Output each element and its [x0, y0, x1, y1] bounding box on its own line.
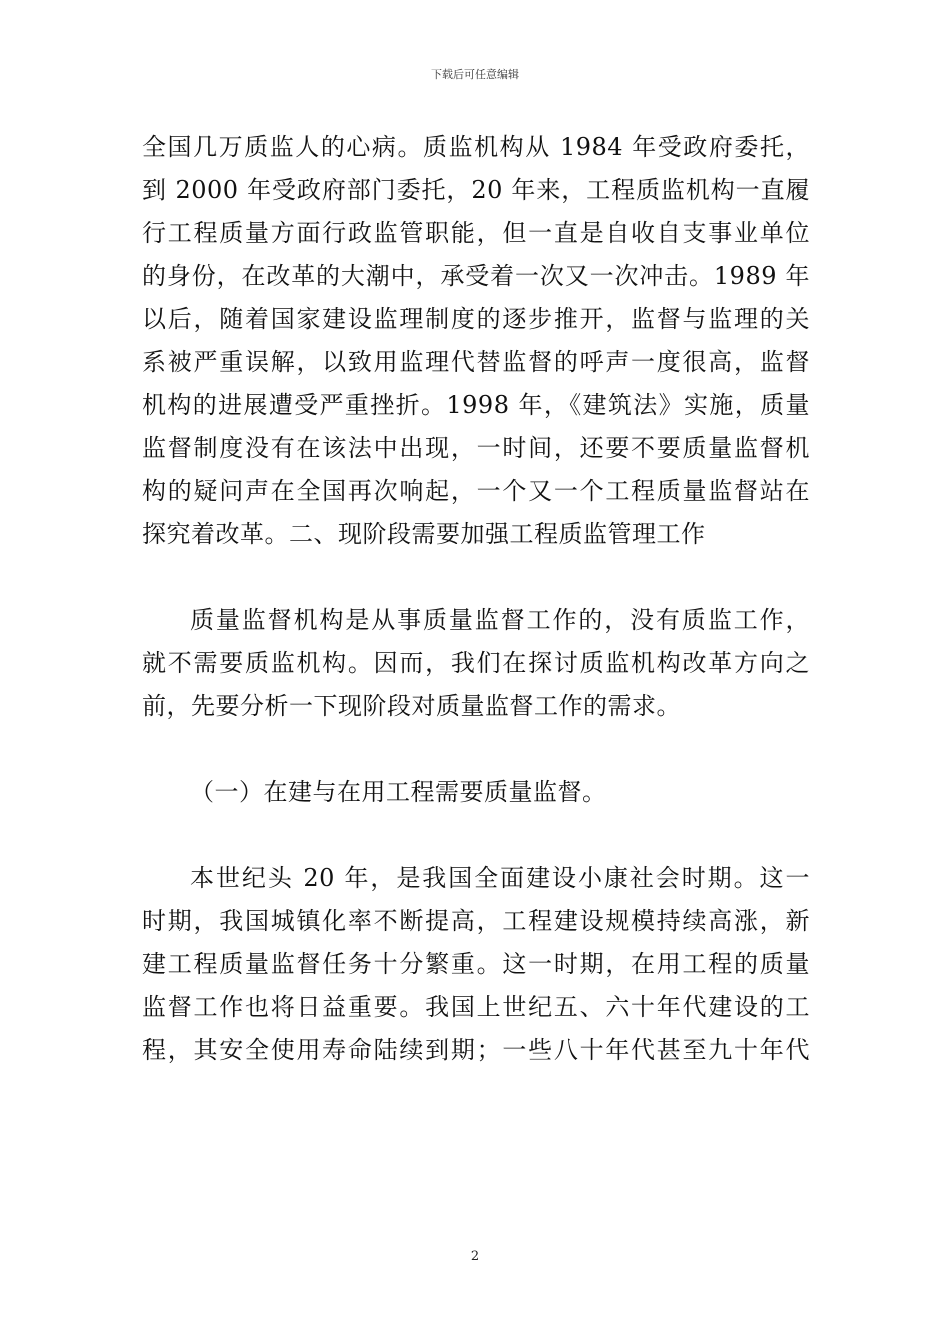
document-body: [142, 126, 810, 1072]
text-line: 程，其安全使用寿命陆续到期；一些八十年代甚至九十年代: [142, 1036, 810, 1064]
text-line: 构的疑问声在全国再次响起，一个又一个工程质量监督站在: [142, 477, 810, 505]
text-line: 以后，随着国家建设监理制度的逐步推开，监督与监理的关: [142, 305, 810, 333]
paragraph-spacer: [142, 556, 810, 599]
text-line: 机构的进展遭受严重挫折。1998 年，《建筑法》实施，质量: [142, 391, 810, 419]
text-line: 行工程质量方面行政监管职能，但一直是自收自支事业单位: [142, 219, 810, 247]
text-line: 就不需要质监机构。因而，我们在探讨质监机构改革方向之: [142, 649, 810, 677]
text-line: 到 2000 年受政府部门委托，20 年来，工程质监机构一直履: [142, 176, 810, 204]
section-heading: [142, 771, 810, 814]
paragraph: [142, 857, 810, 1072]
text-line: 探究着改革。二、现阶段需要加强工程质监管理工作: [142, 520, 706, 548]
text-line: 监督制度没有在该法中出现，一时间，还要不要质量监督机: [142, 434, 810, 462]
page-number: 2: [470, 1249, 480, 1264]
text-line: （一）在建与在用工程需要质量监督。: [190, 778, 607, 806]
text-line: 时期，我国城镇化率不断提高，工程建设规模持续高涨，新: [142, 907, 810, 935]
paragraph-spacer: [142, 814, 810, 857]
paragraph: [142, 126, 810, 556]
page-header: 下载后可任意编辑: [431, 68, 519, 81]
text-line: 前，先要分析一下现阶段对质量监督工作的需求。: [142, 692, 681, 720]
text-line: 本世纪头 20 年，是我国全面建设小康社会时期。这一: [190, 864, 810, 892]
paragraph-spacer: [142, 728, 810, 771]
text-line: 的身份，在改革的大潮中，承受着一次又一次冲击。1989 年: [142, 262, 810, 290]
paragraph: [142, 599, 810, 728]
text-line: 建工程质量监督任务十分繁重。这一时期，在用工程的质量: [142, 950, 810, 978]
text-line: 系被严重误解，以致用监理代替监督的呼声一度很高，监督: [142, 348, 810, 376]
text-line: 监督工作也将日益重要。我国上世纪五、六十年代建设的工: [142, 993, 810, 1021]
text-line: 全国几万质监人的心病。质监机构从 1984 年受政府委托，: [142, 133, 810, 161]
text-line: 质量监督机构是从事质量监督工作的，没有质监工作，: [190, 606, 810, 634]
